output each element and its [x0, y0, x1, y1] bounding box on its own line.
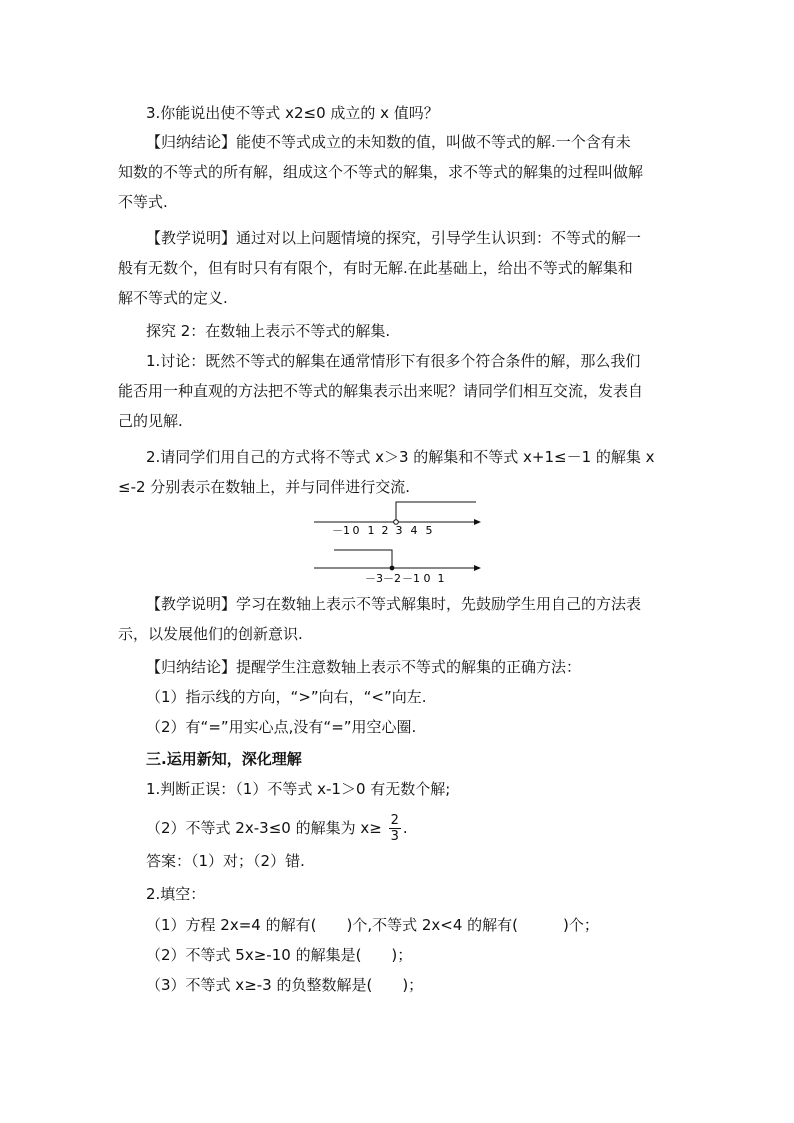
- nl1-label-5: 4: [410, 524, 418, 537]
- number-line-x-le-minus-2: [314, 550, 481, 585]
- nl2-label-3: 0: [423, 572, 431, 585]
- teaching-note-1-line-2: 般有无数个，但有时只有有限个，有时无解.在此基础上，给出不等式的解集和: [118, 259, 633, 277]
- number-line-figure: [310, 498, 510, 588]
- section-3-heading: 三.运用新知，深化理解: [146, 750, 302, 768]
- teaching-note-2-line-1: 【教学说明】学习在数轴上表示不等式解集时，先鼓励学生用自己的方法表: [146, 595, 642, 613]
- number-line-x-greater-3: [314, 502, 481, 537]
- question-3: 3.你能说出使不等式 x2≤0 成立的 x 值吗？: [146, 104, 439, 122]
- exercise-2-item-2: （2）不等式 5x≥-10 的解集是( )；: [146, 946, 413, 964]
- exercise-2-heading: 2.填空：: [146, 885, 206, 903]
- nl2-label-4: 1: [437, 572, 445, 585]
- fraction-denominator: 3: [390, 829, 399, 844]
- nl2-label-1: －2: [383, 572, 401, 585]
- teaching-note-1-line-1: 【教学说明】通过对以上问题情境的探究，引导学生认识到：不等式的解一: [146, 229, 642, 247]
- task-2-line-2: ≤-2 分别表示在数轴上，并与同伴进行交流.: [118, 478, 411, 496]
- conclusion-2-heading: 【归纳结论】提醒学生注意数轴上表示不等式的解集的正确方法：: [146, 658, 582, 676]
- fraction-numerator: 2: [390, 813, 399, 828]
- fraction-two-thirds: [389, 813, 401, 844]
- fraction-line-suffix: .: [402, 819, 408, 837]
- teaching-note-1-line-3: 解不等式的定义.: [118, 289, 228, 307]
- conclusion-1-line-1: 【归纳结论】能使不等式成立的未知数的值，叫做不等式的解.一个含有未: [146, 133, 631, 151]
- nl1-label-0: －1: [332, 524, 350, 537]
- nl2-label-0: －3: [365, 572, 383, 585]
- discussion-line-3: 己的见解.: [118, 412, 183, 430]
- answer-line: 答案：（1）对；（2）错.: [146, 852, 305, 870]
- nl1-label-3: 2: [381, 524, 389, 537]
- nl1-label-1: 0: [352, 524, 360, 537]
- conclusion-1-line-3: 不等式.: [118, 193, 168, 211]
- nl2-label-2: －1: [402, 572, 420, 585]
- conclusion-2-item-1: （1）指示线的方向，“>”向右，“<”向左.: [146, 688, 427, 706]
- fraction-line-prefix: （2）不等式 2x-3≤0 的解集为 x≥: [146, 819, 387, 837]
- discussion-line-2: 能否用一种直观的方法把不等式的解集表示出来呢？请同学们相互交流，发表自: [118, 382, 644, 400]
- discussion-line-1: 1.讨论：既然不等式的解集在通常情形下有很多个符合条件的解，那么我们: [146, 352, 641, 370]
- explore-2-heading: 探究 2：在数轴上表示不等式的解集.: [146, 322, 391, 340]
- nl1-label-4: 3: [395, 524, 403, 537]
- conclusion-1-line-2: 知数的不等式的所有解，组成这个不等式的解集，求不等式的解集的过程叫做解: [118, 163, 644, 181]
- exercise-1-line-1: 1.判断正误：（1）不等式 x-1＞0 有无数个解;: [146, 780, 451, 798]
- conclusion-2-item-2: （2）有“=”用实心点,没有“=”用空心圈.: [146, 718, 417, 736]
- exercise-2-item-3: （3）不等式 x≥-3 的负整数解是( )；: [146, 976, 424, 994]
- teaching-note-2-line-2: 示，以发展他们的创新意识.: [118, 625, 303, 643]
- nl1-label-6: 5: [425, 524, 433, 537]
- nl1-label-2: 1: [367, 524, 375, 537]
- task-2-line-1: 2.请同学们用自己的方式将不等式 x＞3 的解集和不等式 x+1≤－1 的解集 x: [146, 448, 655, 466]
- exercise-1-line-2: [146, 811, 656, 845]
- exercise-2-item-1: （1）方程 2x=4 的解有( )个,不等式 2x<4 的解有( )个；: [146, 916, 599, 934]
